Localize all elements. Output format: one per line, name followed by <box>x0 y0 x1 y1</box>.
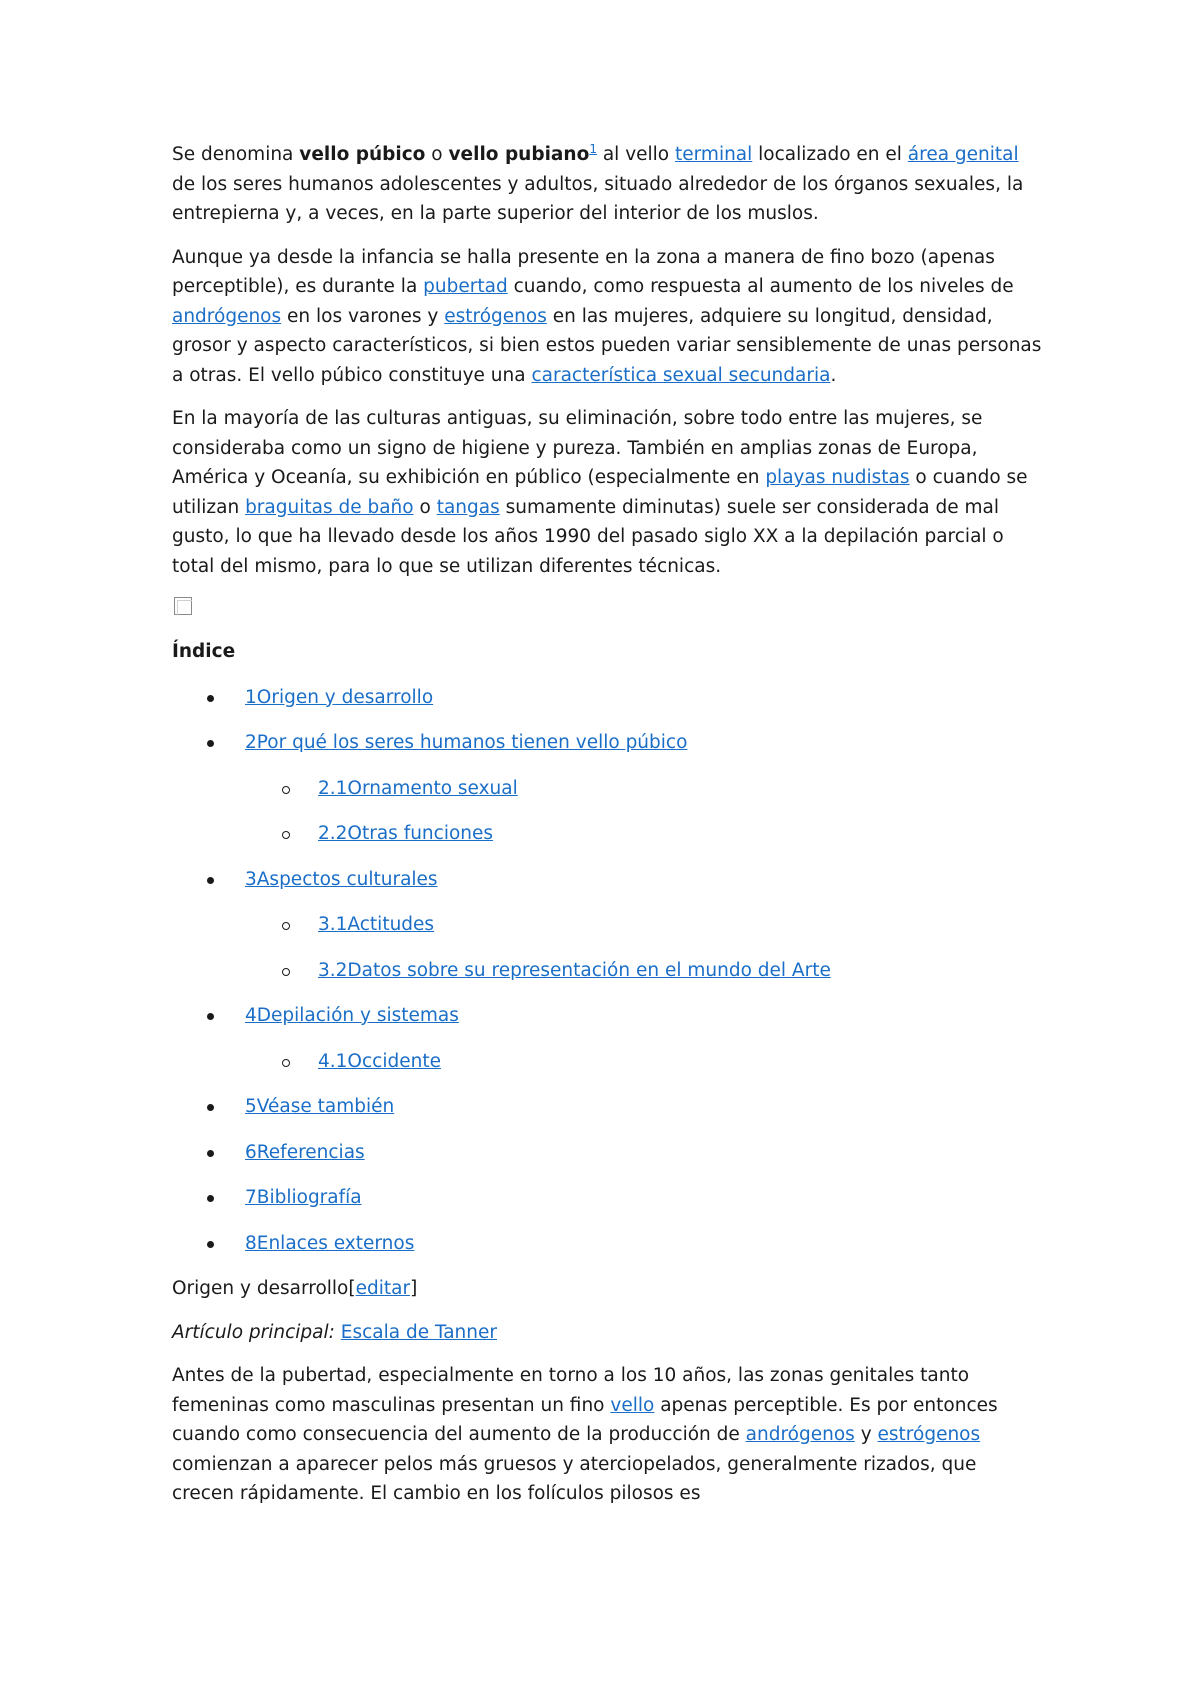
text: sumamente diminutas) suele ser considerada de mal gusto, lo que ha llevado desde los años 1990 del pasado siglo XX a la depilación parcial o total del mismo, para lo que se utilizan diferentes técnicas. <box>172 496 1004 577</box>
link-androgenos[interactable]: andrógenos <box>172 305 282 327</box>
toc-link[interactable]: 2.1Ornamento sexual <box>318 777 518 799</box>
bullet-icon <box>207 1195 214 1202</box>
link-tangas[interactable]: tangas <box>436 496 500 518</box>
text: localizado en el <box>752 144 908 165</box>
bracket: ] <box>410 1278 418 1299</box>
bullet-icon <box>207 877 214 884</box>
section-heading <box>172 1274 1042 1304</box>
text: cuando, como respuesta al aumento de los niveles de <box>507 276 1014 297</box>
text: comienzan a aparecer pelos más gruesos y aterciopelados, generalmente rizados, que crecen rápidamente. El cambio en los folículos pilosos es <box>172 1453 977 1504</box>
link-playas-nudistas[interactable]: playas nudistas <box>765 467 910 488</box>
toc-title: Índice <box>172 641 236 662</box>
toc-link[interactable]: 4Depilación y sistemas <box>245 1005 459 1026</box>
toc-link[interactable]: 5Véase también <box>245 1096 395 1117</box>
toc-item <box>172 1138 1042 1168</box>
intro-paragraph-2 <box>172 243 1042 391</box>
toc-link[interactable]: 2Por qué los seres humanos tienen vello púbico <box>245 732 688 753</box>
link-vello[interactable]: vello <box>610 1394 655 1416</box>
toc-item <box>172 683 1042 713</box>
link-androgenos[interactable]: andrógenos <box>745 1424 855 1445</box>
term-bold: vello pubiano <box>448 144 590 165</box>
toc-link[interactable]: 7Bibliografía <box>245 1187 362 1208</box>
toc-link[interactable]: 2.2Otras funciones <box>318 823 494 844</box>
toc-item <box>172 1092 1042 1122</box>
section-heading-text: Origen y desarrollo <box>172 1278 349 1299</box>
text: o <box>413 496 437 518</box>
toc-item <box>172 1001 1042 1031</box>
toc-item <box>172 728 1042 758</box>
intro-paragraph-1 <box>172 140 1042 229</box>
bracket: [ <box>348 1278 356 1299</box>
toc-item <box>172 910 1042 940</box>
text: o <box>425 144 449 165</box>
text: apenas perceptible. Es por entonces cuando como consecuencia del aumento de la producción de <box>172 1394 998 1445</box>
broken-image-icon <box>174 597 192 615</box>
text: Aunque ya desde la infancia se halla presente en la zona a manera de fino bozo (apenas perceptible), es durante la <box>172 246 995 297</box>
link-estrogenos[interactable]: estrógenos <box>444 305 547 327</box>
toc-item <box>172 1183 1042 1213</box>
circle-bullet-icon <box>282 786 290 794</box>
main-article-prefix: Artículo principal: <box>172 1321 335 1343</box>
toc-item <box>172 865 1042 895</box>
circle-bullet-icon <box>282 831 290 839</box>
text: en los varones y <box>281 305 445 327</box>
document-page <box>172 140 1042 1523</box>
intro-paragraph-3 <box>172 404 1042 581</box>
toc-link[interactable]: 6Referencias <box>245 1141 365 1163</box>
text: Antes de la pubertad, especialmente en torno a los 10 años, las zonas genitales tanto femeninas como masculinas presentan un fino <box>172 1365 970 1416</box>
toc-item <box>172 1047 1042 1077</box>
link-area-genital[interactable]: área genital <box>907 144 1019 165</box>
toc-link[interactable]: 3.1Actitudes <box>318 914 435 935</box>
bullet-icon <box>207 1150 214 1157</box>
link-escala-de-tanner[interactable]: Escala de Tanner <box>340 1321 497 1343</box>
toc-item <box>172 819 1042 849</box>
toc-item <box>172 774 1042 804</box>
bullet-icon <box>207 740 214 747</box>
toc-link[interactable]: 8Enlaces externos <box>245 1232 415 1254</box>
reference-link[interactable]: 1 <box>589 141 597 156</box>
text: En la mayoría de las culturas antiguas, su eliminación, sobre todo entre las mujeres, se consideraba como un signo de higiene y pureza. También en amplias zonas de Europa, América y Oceanía, su exhibición en público (especialmente en <box>172 408 983 488</box>
toc-link[interactable]: 3.2Datos sobre su representación en el mundo del Arte <box>318 959 831 981</box>
text: y <box>854 1424 878 1445</box>
circle-bullet-icon <box>282 922 290 930</box>
circle-bullet-icon <box>282 968 290 976</box>
text: . <box>830 364 837 386</box>
toc-link[interactable]: 1Origen y desarrollo <box>245 686 434 708</box>
toc-link[interactable]: 3Aspectos culturales <box>245 868 438 890</box>
link-estrogenos[interactable]: estrógenos <box>877 1424 981 1445</box>
link-braguitas-de-bano[interactable]: braguitas de baño <box>245 496 414 518</box>
bullet-icon <box>207 1013 214 1020</box>
bullet-icon <box>207 1241 214 1248</box>
toc-link[interactable]: 4.1Occidente <box>318 1050 441 1072</box>
table-of-contents <box>172 683 1042 1259</box>
section-paragraph-1 <box>172 1361 1042 1509</box>
term-bold: vello púbico <box>299 144 426 165</box>
toc-item <box>172 956 1042 986</box>
edit-link[interactable]: editar <box>355 1278 411 1299</box>
text: en las mujeres, adquiere su longitud, densidad, grosor y aspecto característicos, si bien estos pueden variar sensiblemente de unas personas a otras. El vello púbico constituye una <box>172 305 1042 386</box>
text: al vello <box>596 144 675 165</box>
link-caracteristica-sexual-secundaria[interactable]: característica sexual secundaria <box>531 364 831 386</box>
toc-item <box>172 1229 1042 1259</box>
link-pubertad[interactable]: pubertad <box>423 276 508 297</box>
link-terminal[interactable]: terminal <box>675 144 753 165</box>
text: de los seres humanos adolescentes y adultos, situado alrededor de los órganos sexuales, la entrepierna y, a veces, en la parte superior del interior de los muslos. <box>172 173 1024 224</box>
bullet-icon <box>207 695 214 702</box>
text: Se denomina <box>172 144 300 165</box>
circle-bullet-icon <box>282 1059 290 1067</box>
text: o cuando se utilizan <box>172 467 1028 518</box>
bullet-icon <box>207 1104 214 1111</box>
main-article-note <box>172 1318 1042 1348</box>
